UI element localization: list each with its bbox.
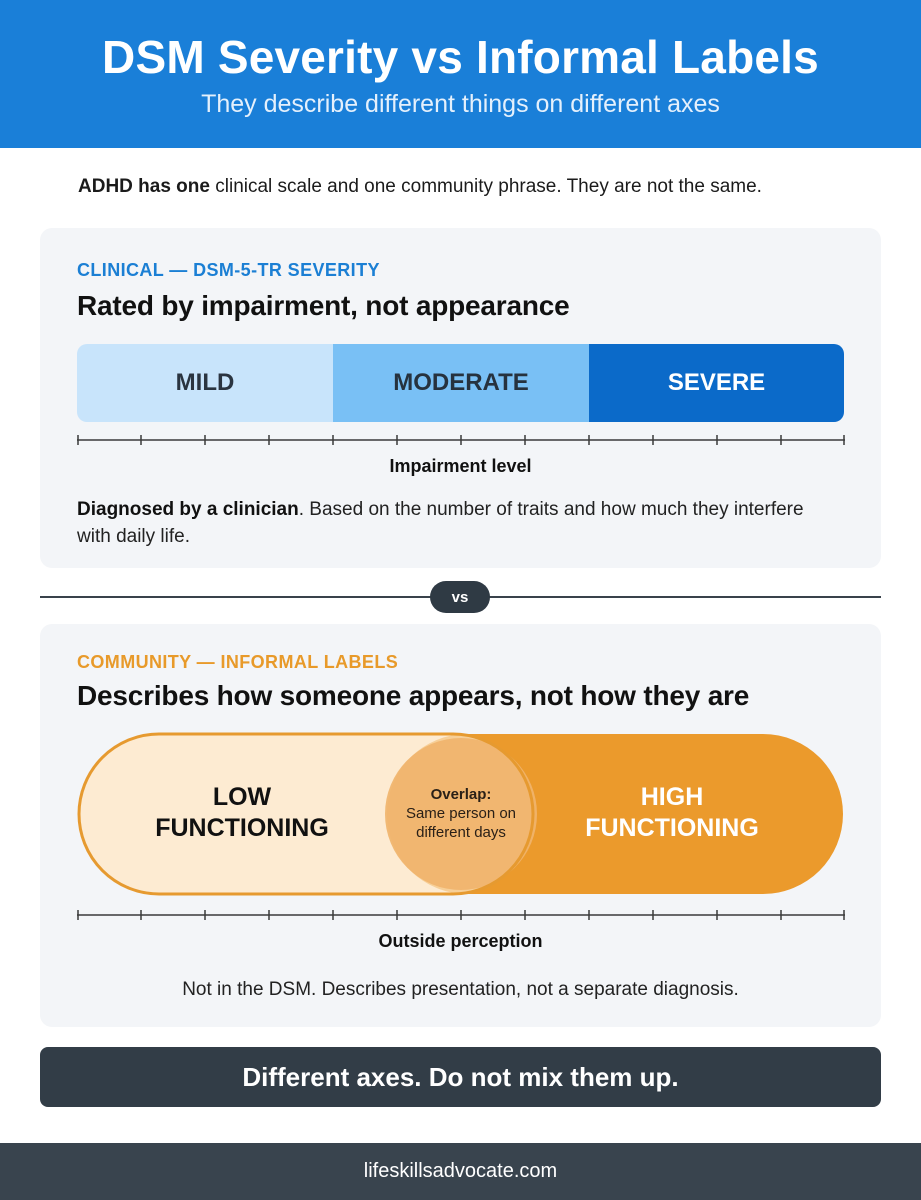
vs-badge: vs: [430, 581, 490, 613]
severity-moderate: MODERATE: [333, 344, 589, 422]
community-title: Describes how someone appears, not how they are: [77, 680, 750, 711]
clinical-card: [40, 228, 881, 568]
severity-mild: MILD: [77, 344, 333, 422]
overlap-body: Same person on different days: [405, 805, 517, 841]
high-functioning-label: [547, 782, 797, 844]
perception-axis-label: Outside perception: [378, 931, 543, 951]
overlap-title: Overlap:: [430, 786, 492, 803]
perception-axis: [77, 907, 845, 923]
functioning-venn: [77, 732, 845, 896]
header-banner: [0, 0, 921, 148]
clinical-note-rest: . Based on the number of traits and how much they interfere with daily life.: [77, 499, 804, 547]
high-line2: FUNCTIONING: [585, 814, 759, 842]
takeaway-banner: Different axes. Do not mix them up.: [40, 1047, 881, 1107]
page-subtitle: They describe different things on different axes: [201, 90, 720, 118]
severity-bar: [77, 344, 844, 422]
intro-bold: ADHD has one: [78, 176, 210, 197]
footer-url: lifeskillsadvocate.com: [0, 1143, 921, 1200]
overlap-label: [395, 785, 527, 842]
community-note: Not in the DSM. Describes presentation, not a separate diagnosis.: [182, 979, 739, 1000]
low-line2: FUNCTIONING: [155, 814, 329, 842]
page-title: DSM Severity vs Informal Labels: [102, 31, 819, 83]
intro-rest: clinical scale and one community phrase. They are not the same.: [209, 176, 762, 197]
impairment-axis: [77, 432, 845, 448]
low-functioning-label: [117, 782, 367, 844]
intro-text: [78, 176, 762, 198]
clinical-eyebrow: CLINICAL — DSM-5-TR SEVERITY: [77, 260, 380, 280]
high-line1: HIGH: [640, 783, 704, 811]
community-eyebrow: COMMUNITY — INFORMAL LABELS: [77, 652, 399, 672]
low-line1: LOW: [212, 783, 272, 811]
vs-divider: [40, 578, 881, 616]
severity-severe: SEVERE: [589, 344, 844, 422]
clinical-note-bold: Diagnosed by a clinician: [77, 499, 299, 520]
clinical-title: Rated by impairment, not appearance: [77, 290, 570, 321]
impairment-axis-label: Impairment level: [389, 456, 532, 476]
clinical-note: [77, 496, 837, 550]
community-card: [40, 624, 881, 1027]
